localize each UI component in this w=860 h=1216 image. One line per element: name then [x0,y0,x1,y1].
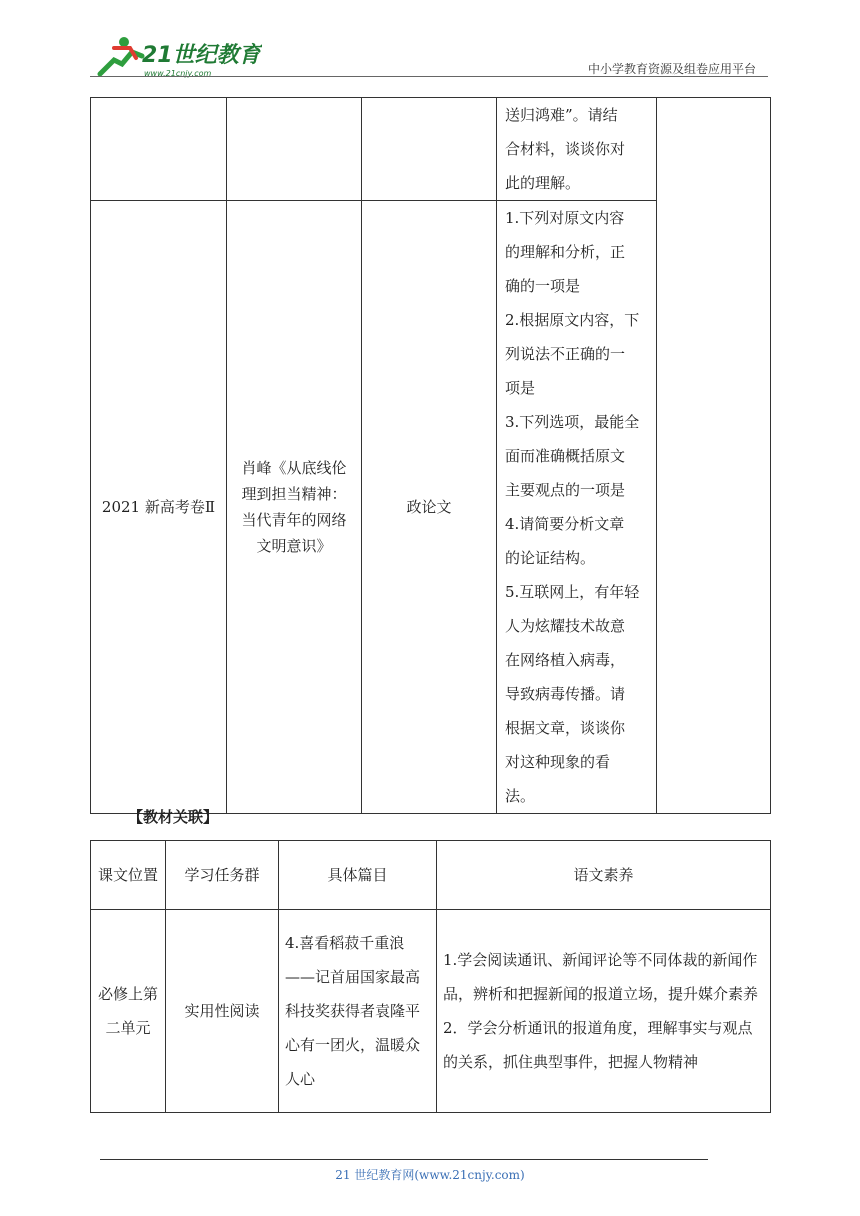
runner-logo-icon [92,34,262,80]
header-divider [90,76,768,77]
question-cell [497,201,657,814]
header-articles: 具体篇目 [279,841,437,910]
table-header-row [91,841,771,910]
question-line: 1.下列对原文内容 [505,209,625,227]
exam-cell: 2021 新高考卷Ⅱ [91,201,227,814]
exam-table [90,97,771,814]
section-title: 【教材关联】 [128,808,219,826]
source-cell: 肖峰《从底线伦理到担当精神：当代青年的网络文明意识》 [227,201,362,814]
footer-text: 21 世纪教育网(www.21cnjy.com) [335,1168,525,1182]
question-line: 5.互联网上，有年轻 [505,583,640,601]
question-line: 3.下列选项，最能全 [505,413,640,431]
notes-cell [657,98,771,814]
footer-divider [100,1159,708,1160]
question-line: 列说法不正确的一 [505,345,626,363]
question-line: 人为炫耀技术故意 [505,617,626,635]
question-cell: 送归鸿难”。请结 合材料，谈谈你对 此的理解。 [497,98,657,201]
table-row [91,910,771,1113]
svg-text:www.21cnjy.com: www.21cnjy.com [144,69,212,78]
question-line: 导致病毒传播。请 [505,685,626,703]
question-line: 的理解和分析，正 [505,243,626,261]
exam-cell [91,98,227,201]
question-line: 根据文章，谈谈你 [505,719,626,737]
question-line: 项是 [505,379,536,397]
question-line: 确的一项是 [505,277,581,295]
question-line: 2.根据原文内容，下 [505,311,640,329]
task-group-cell: 实用性阅读 [166,910,279,1113]
site-logo [92,34,262,80]
genre-cell [362,98,497,201]
question-line: 4.请简要分析文章 [505,515,625,533]
literacy-cell: 1.学会阅读通讯、新闻评论等不同体裁的新闻作品，辨析和把握新闻的报道立场，提升媒介素养 2．学会分析通讯的报道角度，理解事实与观点的关系，抓住典型事件，把握人物精神 [437,910,771,1113]
source-cell [227,98,362,201]
genre-cell: 政论文 [362,201,497,814]
articles-cell: 4.喜看稻菽千重浪——记首届国家最高科技奖获得者袁隆平 心有一团火，温暖众人心 [279,910,437,1113]
question-line: 主要观点的一项是 [505,481,626,499]
header-literacy: 语文素养 [437,841,771,910]
question-line: 在网络植入病毒， [505,651,626,669]
header-position: 课文位置 [91,841,166,910]
platform-name: 中小学教育资源及组卷应用平台 [587,62,756,76]
header-task-group: 学习任务群 [166,841,279,910]
position-cell: 必修上第二单元 [91,910,166,1113]
question-line: 的论证结构。 [505,549,596,567]
question-line: 法。 [505,787,536,805]
table-row [91,98,771,201]
question-line: 面而准确概括原文 [505,447,626,465]
svg-text:21世纪教育: 21世纪教育 [142,43,261,68]
question-line: 对这种现象的看 [505,753,611,771]
textbook-table [90,840,771,1113]
